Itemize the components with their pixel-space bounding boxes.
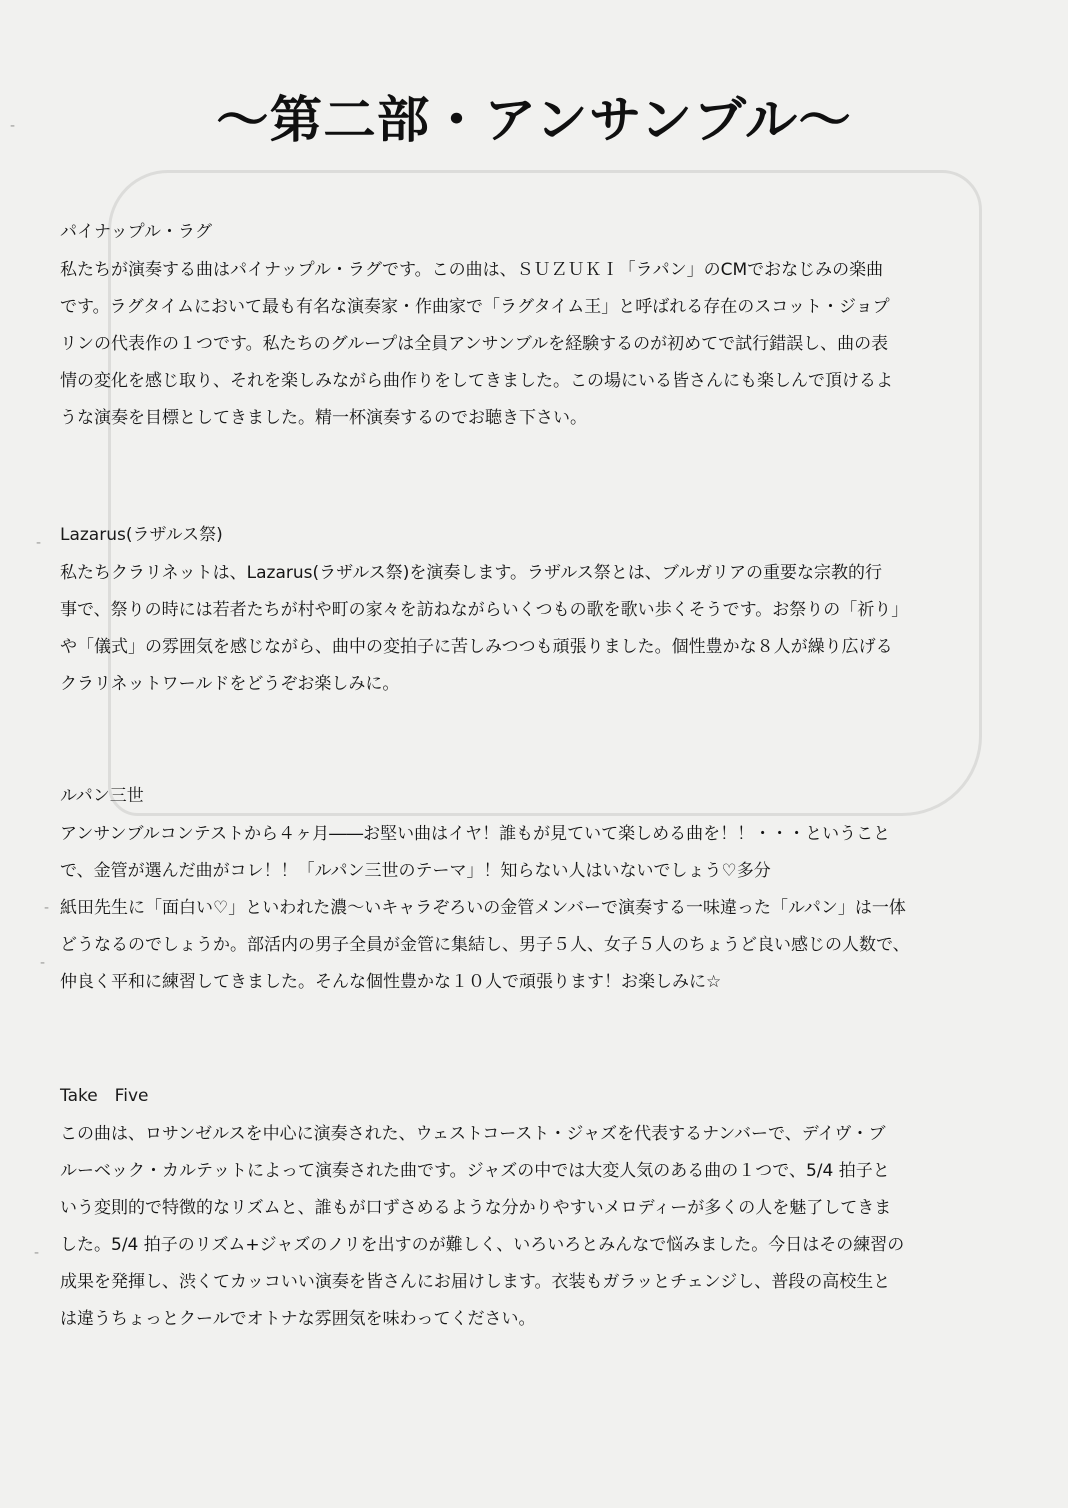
section-lupin: [60, 786, 1005, 1001]
section-body: [60, 555, 1005, 703]
body-line: や「儀式」の雰囲気を感じながら、曲中の変拍子に苦しみつつも頑張りました。個性豊かな８人が繰り広げる: [60, 637, 893, 657]
section-pineapple-rag: [60, 222, 1005, 437]
margin-mark: -: [10, 118, 16, 134]
body-line: 私たちが演奏する曲はパイナップル・ラグです。この曲は、ＳＵＺＵＫＩ「ラパン」のCMでおなじみの楽曲: [60, 260, 884, 280]
margin-mark: -: [40, 955, 46, 971]
margin-mark: -: [44, 900, 50, 916]
body-line: 紙田先生に「面白い♡」といわれた濃～いキャラぞろいの金管メンバーで演奏する一味違った「ルパン」は一体: [60, 898, 906, 918]
body-line: した。5/4 拍子のリズム+ジャズのノリを出すのが難しく、いろいろとみんなで悩みました。今日はその練習の: [60, 1235, 905, 1255]
section-heading: パイナップル・ラグ: [60, 222, 212, 242]
body-line: ルーベック・カルテットによって演奏された曲です。ジャズの中では大変人気のある曲の１つで、5/4 拍子と: [60, 1161, 890, 1181]
body-line: 私たちクラリネットは、Lazarus(ラザルス祭)を演奏します。ラザルス祭とは、ブルガリアの重要な宗教的行: [60, 563, 883, 583]
section-heading: ルパン三世: [60, 786, 144, 806]
body-line: 仲良く平和に練習してきました。そんな個性豊かな１０人で頑張ります！お楽しみに☆: [60, 972, 722, 992]
section-body: [60, 252, 1005, 437]
body-line: 情の変化を感じ取り、それを楽しみながら曲作りをしてきました。この場にいる皆さんにも楽しんで頂けるよ: [60, 371, 893, 391]
section-heading: Lazarus(ラザルス祭): [60, 525, 223, 545]
body-line: 成果を発揮し、渋くてカッコいい演奏を皆さんにお届けします。衣装もガラッとチェンジし、普段の高校生と: [60, 1272, 891, 1292]
section-lazarus: [60, 525, 1005, 703]
body-line: は違うちょっとクールでオトナな雰囲気を味わってください。: [60, 1309, 536, 1329]
margin-mark: -: [36, 535, 42, 551]
section-body: [60, 1116, 1005, 1338]
margin-mark: -: [34, 1245, 40, 1261]
body-line: リンの代表作の１つです。私たちのグループは全員アンサンブルを経験するのが初めてで試行錯誤し、曲の表: [60, 334, 889, 354]
body-line: どうなるのでしょうか。部活内の男子全員が金管に集結し、男子５人、女子５人のちょうど良い感じの人数で、: [60, 935, 910, 955]
section-body: [60, 816, 1005, 1001]
body-line: いう変則的で特徴的なリズムと、誰もが口ずさめるような分かりやすいメロディーが多くの人を魅了してきま: [60, 1198, 892, 1218]
body-line: 事で、祭りの時には若者たちが村や町の家々を訪ねながらいくつもの歌を歌い歩くそうです。お祭りの「祈り」: [60, 600, 909, 620]
section-heading: Take Five: [60, 1086, 149, 1106]
body-line: この曲は、ロサンゼルスを中心に演奏された、ウェストコースト・ジャズを代表するナンバーで、デイヴ・ブ: [60, 1124, 886, 1144]
section-take-five: [60, 1086, 1005, 1338]
body-line: アンサンブルコンテストから４ヶ月――お堅い曲はイヤ！誰もが見ていて楽しめる曲を！！・・・ということ: [60, 824, 891, 844]
body-line: クラリネットワールドをどうぞお楽しみに。: [60, 674, 400, 694]
body-line: うな演奏を目標としてきました。精一杯演奏するのでお聴き下さい。: [60, 408, 587, 428]
page-title: ～第二部・アンサンブル～: [216, 91, 852, 149]
body-line: で、金管が選んだ曲がコレ！！「ルパン三世のテーマ」！知らない人はいないでしょう♡多分: [60, 861, 771, 881]
body-line: です。ラグタイムにおいて最も有名な演奏家・作曲家で「ラグタイム王」と呼ばれる存在のスコット・ジョプ: [60, 297, 890, 317]
